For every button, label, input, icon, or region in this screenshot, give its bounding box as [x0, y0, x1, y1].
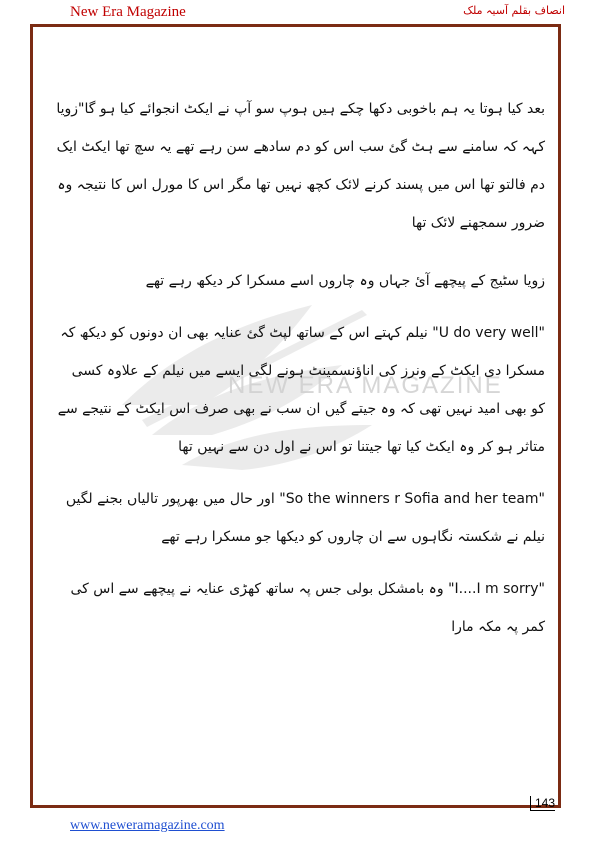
magazine-name: New Era Magazine	[70, 4, 186, 20]
website-link[interactable]: www.neweramagazine.com	[70, 818, 225, 833]
paragraph: "I....I m sorry" وہ بامشکل بولی جس پہ ساتھ کھڑی عنایہ نے پیچھے سے اس کی کمر پہ مکہ مارا	[70, 581, 545, 635]
article-body	[55, 90, 545, 660]
paragraph: بعد کیا ہوتا یہ ہم باخوبی دکھا چکے ہیں ہوپ سو آپ نے ایکٹ انجوائے کیا ہو گا"زویا کہہ کہ سامنے سے ہٹ گئ سب اس کو دم سادھے سن رہے تھے یہ سچ تھا ایکٹ ایک دم فالتو تھا اس میں پسند کرنے لائک کچھ نہیں تھا مگر اس کا مورل اس کا نتیجہ وہ ضرور سمجھنے لائک تھا	[56, 101, 545, 231]
paragraph: زویا سٹیج کے پیچھے آئ جہاں وہ چاروں اسے مسکرا کر دیکھ رہے تھے	[145, 273, 545, 289]
page-number: 143	[530, 796, 555, 811]
paragraph: "U do very well" نیلم کہتے اس کے ساتھ لپٹ گئ عنایہ بھی ان دونوں کو دیکھ کہ مسکرا دی ایکٹ کے ونرز کی اناؤنسمینٹ ہونے لگی ایسے میں نیلم کے علاوہ کسی کو بھی امید نہیں تھی کہ وہ جیتے گیں ان سب نے بھی صرف اس ایکٹ کے نتیجے سے متاثر ہو کر وہ ایکٹ کیا تھا جیتنا تو اس نے اول دن سے نہیں تھا	[57, 325, 545, 455]
watermark-text: NEW ERA MAGAZINE	[228, 372, 503, 399]
story-title: انصاف بقلم آسیہ ملک	[463, 4, 565, 17]
paragraph: "So the winners r Sofia and her team" اور حال میں بھرپور تالیاں بجنے لگیں نیلم نے شکستہ نگاہوں سے ان چاروں کو دیکھا جو مسکرا رہے تھے	[65, 491, 545, 545]
